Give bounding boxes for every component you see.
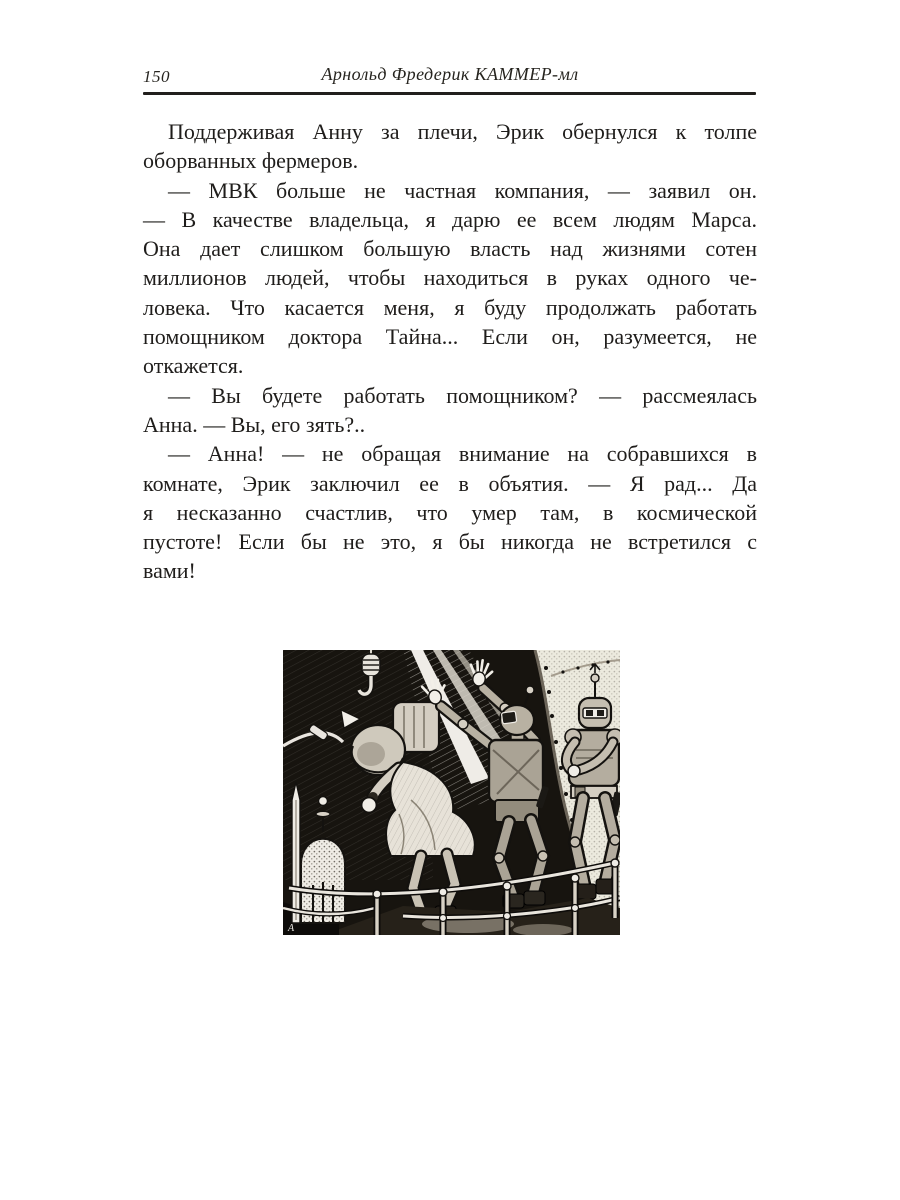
text-line: помощником доктора Тайна... Если он, разумеется, не xyxy=(143,324,757,350)
text-line: оборванных фермеров. xyxy=(143,148,359,174)
artist-signature: А xyxy=(288,923,295,934)
text-line: — Анна! — не обращая внимание на собравшихся в xyxy=(168,441,757,467)
text-line: миллионов людей, чтобы находиться в руках одного че- xyxy=(143,265,757,291)
paragraph xyxy=(143,117,757,176)
text-line: — В качестве владельца, я дарю ее всем людям Марса. xyxy=(143,206,757,232)
text-line: — МВК больше не частная компания, — заявил он. xyxy=(168,177,757,203)
text-line: Поддерживая Анну за плечи, Эрик обернулся к толпе xyxy=(168,119,757,144)
text-line: Анна. — Вы, его зять?.. xyxy=(143,411,366,437)
body-text xyxy=(143,117,757,586)
text-line: ловека. Что касается меня, я буду продолжать работать xyxy=(143,294,757,320)
text-line: Она дает слишком большую власть над жизнями сотен xyxy=(143,236,757,262)
text-line: откажется. xyxy=(143,353,244,379)
text-line: вами! xyxy=(143,558,196,584)
text-line: — Вы будете работать помощником? — рассмеялась xyxy=(168,382,757,408)
text-line: пустоте! Если бы не это, я бы никогда не встретился с xyxy=(143,529,757,555)
page-number: 150 xyxy=(143,67,170,86)
text-line: я несказанно счастлив, что умер там, в космической xyxy=(143,499,757,525)
running-title: Арнольд Фредерик КАММЕР-мл xyxy=(321,64,579,84)
page-header xyxy=(143,64,757,90)
book-illustration xyxy=(283,650,620,935)
paragraph xyxy=(143,176,757,381)
paragraph xyxy=(143,381,757,440)
paragraph xyxy=(143,439,757,585)
header-rule xyxy=(143,92,756,95)
text-line: комнате, Эрик заключил ее в объятия. — Я рад... Да xyxy=(143,470,757,496)
